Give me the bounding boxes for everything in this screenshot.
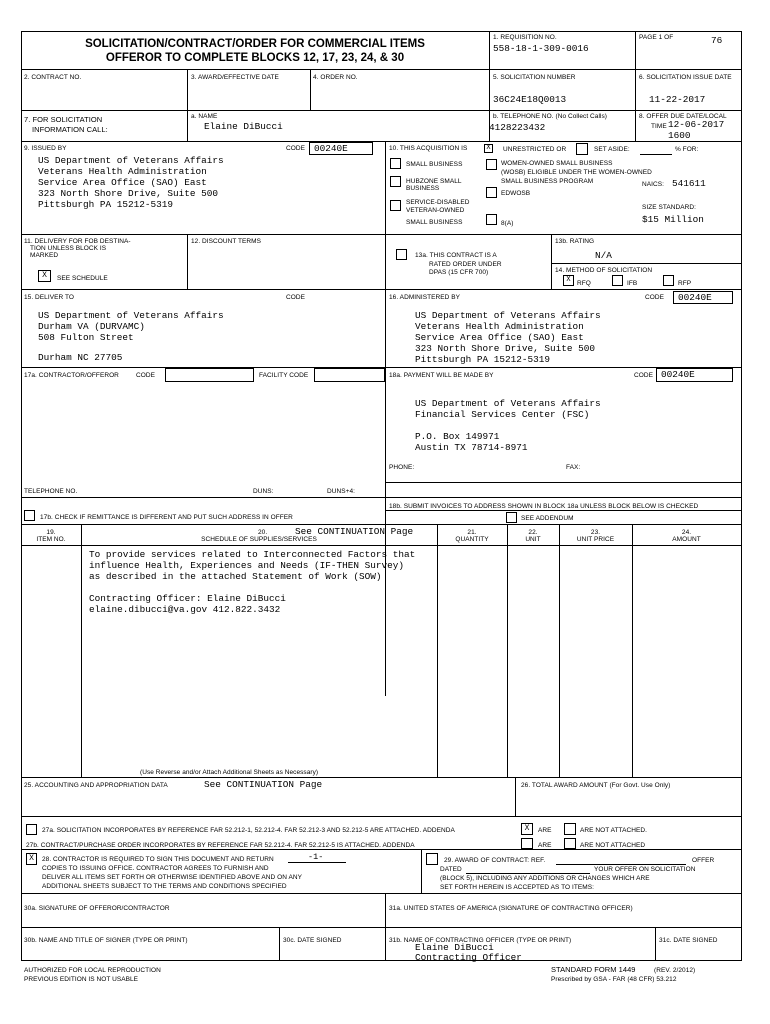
- form-number: STANDARD FORM 1449: [551, 965, 636, 974]
- payment-label: 18a. PAYMENT WILL BE MADE BY: [389, 372, 494, 379]
- award-label-1: 29. AWARD OF CONTRACT: REF.: [444, 857, 546, 864]
- deliver-to-label: 15. DELIVER TO: [24, 294, 74, 301]
- col20-number: 20.: [258, 529, 268, 536]
- small-business-label: SMALL BUSINESS: [406, 161, 463, 168]
- duns4-label: DUNS+4:: [327, 488, 355, 495]
- solicitation-incorporates-label: 27a. SOLICITATION INCORPORATES BY REFERENCE FAR 52.212-1, 52.212-4. FAR 52.212-3 AND 52.212-5 ARE ATTACHED. ADDENDA: [42, 827, 455, 834]
- remittance-checkbox[interactable]: [24, 510, 35, 521]
- ifb-label: IFB: [627, 280, 638, 287]
- sdvosb-label-2: VETERAN-OWNED: [406, 207, 465, 214]
- issued-by-line-1: US Department of Veterans Affairs: [38, 155, 224, 166]
- col23-header: UNIT PRICE: [576, 536, 615, 543]
- payment-line-1: US Department of Veterans Affairs: [415, 398, 601, 409]
- contract-no-label: 2. CONTRACT NO.: [24, 74, 82, 81]
- edwosb-label: EDWOSB: [501, 190, 531, 197]
- award-offer-label: OFFER: [692, 857, 715, 864]
- facility-code-field[interactable]: [314, 368, 385, 382]
- description-line-3: as described in the attached Statement of Work (SOW): [89, 571, 382, 582]
- delivery-label-1: 11. DELIVERY FOR FOB DESTINA-: [24, 238, 131, 245]
- payment-phone-label: PHONE:: [389, 464, 415, 471]
- co-signature-label: 31a. UNITED STATES OF AMERICA (SIGNATURE OF CONTRACTING OFFICER): [389, 905, 633, 912]
- local-reproduction-note: AUTHORIZED FOR LOCAL REPRODUCTION: [24, 967, 161, 974]
- issued-by-line-2: Veterans Health Administration: [38, 166, 207, 177]
- page-label: PAGE 1 OF: [639, 34, 674, 41]
- col19-number: 19.: [46, 529, 56, 536]
- administered-by-label: 16. ADMINISTERED BY: [389, 294, 461, 301]
- offeror-date-label: 30c. DATE SIGNED: [283, 937, 342, 944]
- addendum-label: SEE ADDENDUM: [521, 515, 574, 522]
- award-your-offer-label: YOUR OFFER ON SOLICITATION: [594, 866, 696, 873]
- administered-by-line-3: Service Area Office (SAO) East: [415, 332, 584, 343]
- issued-by-line-3: Service Area Office (SAO) East: [38, 177, 207, 188]
- deliver-to-line-2: Durham VA (DURVAMC): [38, 321, 145, 332]
- rated-order-label-3: DPAS (15 CFR 700): [429, 269, 489, 276]
- total-award-label: 26. TOTAL AWARD AMOUNT (For Govt. Use Only): [521, 782, 671, 789]
- rating-value: N/A: [595, 250, 612, 261]
- administered-by-line-2: Veterans Health Administration: [415, 321, 584, 332]
- award-date-label: 3. AWARD/EFFECTIVE DATE: [191, 74, 279, 81]
- small-business-checkbox[interactable]: [390, 158, 401, 169]
- po-addenda-are-not-checkbox[interactable]: [564, 838, 576, 849]
- info-call-label-2: INFORMATION CALL:: [32, 125, 108, 134]
- rated-order-label-2: RATED ORDER UNDER: [429, 261, 502, 268]
- page-total: 76: [711, 35, 723, 46]
- requisition-label: 1. REQUISITION NO.: [493, 34, 557, 41]
- size-standard-value: $15 Million: [642, 214, 704, 225]
- issued-by-line-4: 323 North Shore Drive, Suite 500: [38, 188, 219, 199]
- rfq-checkbox[interactable]: X: [563, 275, 574, 286]
- name-label: a. NAME: [191, 113, 218, 120]
- payment-code-value: 00240E: [661, 369, 695, 380]
- rating-label: 13b. RATING: [555, 238, 595, 245]
- eight-a-label: 8(A): [501, 220, 514, 227]
- wosb-label-3: SMALL BUSINESS PROGRAM: [501, 178, 594, 185]
- col21-header: QUANTITY: [455, 536, 489, 543]
- solicitation-date-label: 6. SOLICITATION ISSUE DATE: [639, 74, 732, 81]
- deliver-to-code-label: CODE: [286, 294, 305, 301]
- wosb-label-2: (WOSB) ELIGIBLE UNDER THE WOMEN-OWNED: [501, 169, 652, 176]
- continuation-note: See CONTINUATION Page: [295, 526, 414, 537]
- co-name-label: 31b. NAME OF CONTRACTING OFFICER (TYPE OR PRINT): [389, 937, 572, 944]
- wosb-checkbox[interactable]: [486, 159, 497, 170]
- ifb-checkbox[interactable]: [612, 275, 623, 286]
- award-label-4: SET FORTH HEREIN IS ACCEPTED AS TO ITEMS:: [440, 884, 594, 891]
- accounting-value: See CONTINUATION Page: [204, 779, 323, 790]
- rfp-checkbox[interactable]: [663, 275, 674, 286]
- payment-line-5: Austin TX 78714-8971: [415, 442, 528, 453]
- duns-label: DUNS:: [253, 488, 274, 495]
- naics-value: 541611: [672, 178, 706, 189]
- administered-by-line-1: US Department of Veterans Affairs: [415, 310, 601, 321]
- administered-by-code-value: 00240E: [678, 292, 712, 303]
- contractor-sign-label-3: DELIVER ALL ITEMS SET FORTH OR OTHERWISE IDENTIFIED ABOVE AND ON ANY: [42, 874, 302, 881]
- offer-due-label-2: TIME: [651, 123, 667, 130]
- rfp-label: RFP: [678, 280, 692, 287]
- telephone-value: 4128223432: [489, 122, 546, 133]
- sdvosb-label-1: SERVICE-DISABLED: [406, 199, 470, 206]
- hubzone-label-2: BUSINESS: [406, 185, 440, 192]
- see-schedule-checkbox[interactable]: X: [38, 270, 51, 282]
- addenda-are-checkbox[interactable]: X: [521, 823, 533, 835]
- administered-by-code-label: CODE: [645, 294, 664, 301]
- set-aside-checkbox[interactable]: [576, 143, 588, 155]
- percent-for-label: % FOR:: [675, 146, 699, 153]
- size-standard-label: SIZE STANDARD:: [642, 204, 697, 211]
- col20-header: SCHEDULE OF SUPPLIES/SERVICES: [201, 536, 317, 543]
- administered-by-line-5: Pittsburgh PA 15212-5319: [415, 354, 551, 365]
- payment-code-label: CODE: [634, 372, 653, 379]
- description-line-1: To provide services related to Interconnected Factors that: [89, 549, 416, 560]
- description-line-6: elaine.dibucci@va.gov 412.822.3432: [89, 604, 281, 615]
- telephone-label: b. TELEPHONE NO. (No Collect Calls): [493, 113, 607, 120]
- col24-number: 24.: [681, 529, 692, 536]
- hubzone-checkbox[interactable]: [390, 176, 401, 187]
- remittance-label: 17b. CHECK IF REMITTANCE IS DIFFERENT AND PUT SUCH ADDRESS IN OFFER: [40, 514, 293, 521]
- order-no-label: 4. ORDER NO.: [313, 74, 358, 81]
- facility-code-label: FACILITY CODE: [259, 372, 309, 379]
- contract-incorporates-label: 27b. CONTRACT/PURCHASE ORDER INCORPORATES BY REFERENCE FAR 52.212-4. FAR 52.212-5 IS ATTACHED. ADDENDA: [26, 842, 415, 849]
- hubzone-label-1: HUBZONE SMALL: [406, 178, 462, 185]
- issued-by-code-label: CODE: [286, 145, 305, 152]
- payment-fax-label: FAX:: [566, 464, 581, 471]
- contractor-telephone-label: TELEPHONE NO.: [24, 488, 78, 495]
- contractor-sign-checkbox[interactable]: X: [26, 853, 37, 865]
- col19-header: ITEM NO.: [36, 536, 66, 543]
- info-call-label-1: 7. FOR SOLICITATION: [24, 115, 103, 124]
- rated-order-checkbox[interactable]: [396, 249, 407, 260]
- see-schedule-label: SEE SCHEDULE: [57, 275, 108, 282]
- sdvosb-label-3: SMALL BUSINESS: [406, 219, 463, 226]
- administered-by-line-4: 323 North Shore Drive, Suite 500: [415, 343, 596, 354]
- offeror-signature-label: 30a. SIGNATURE OF OFFEROR/CONTRACTOR: [24, 905, 170, 912]
- method-label: 14. METHOD OF SOLICITATION: [555, 267, 653, 274]
- col22-header: UNIT: [525, 536, 541, 543]
- accounting-label: 25. ACCOUNTING AND APPROPRIATION DATA: [24, 782, 168, 789]
- award-checkbox[interactable]: [426, 853, 438, 865]
- offer-due-date: 12-06-2017: [668, 119, 725, 130]
- naics-label: NAICS:: [642, 181, 664, 188]
- rated-order-label-1: 13a. THIS CONTRACT IS A: [415, 252, 497, 259]
- payment-line-4: P.O. Box 149971: [415, 431, 500, 442]
- offer-due-time: 1600: [668, 130, 691, 141]
- eight-a-checkbox[interactable]: [486, 214, 497, 225]
- requisition-value: 558-18-1-309-0016: [493, 43, 589, 54]
- signer-name-label: 30b. NAME AND TITLE OF SIGNER (TYPE OR PRINT): [24, 937, 188, 944]
- unrestricted-checkbox[interactable]: X: [484, 144, 493, 153]
- solicitation-number-value: 36C24E18Q0013: [493, 94, 567, 105]
- copies-value: -1-: [308, 852, 324, 862]
- previous-edition-note: PREVIOUS EDITION IS NOT USABLE: [24, 976, 139, 983]
- set-aside-label: SET ASIDE:: [594, 146, 630, 153]
- description-line-2: influence Health, Experiences and Needs (IF-THEN Survey): [89, 560, 405, 571]
- submit-invoices-label: 18b. SUBMIT INVOICES TO ADDRESS SHOWN IN BLOCK 18a UNLESS BLOCK BELOW IS CHECKED: [389, 503, 699, 510]
- co-title-value: Contracting Officer: [415, 952, 522, 963]
- contractor-code-label: CODE: [136, 372, 155, 379]
- wosb-label-1: WOMEN-OWNED SMALL BUSINESS: [501, 160, 613, 167]
- co-name-value: Elaine DiBucci: [415, 942, 494, 953]
- deliver-to-line-1: US Department of Veterans Affairs: [38, 310, 224, 321]
- solicitation-incorporates-checkbox[interactable]: [26, 824, 37, 835]
- contractor-label: 17a. CONTRACTOR/OFFEROR: [24, 372, 119, 379]
- discount-terms-label: 12. DISCOUNT TERMS: [191, 238, 262, 245]
- co-date-label: 31c. DATE SIGNED: [659, 937, 718, 944]
- delivery-label-2: TION UNLESS BLOCK IS: [30, 245, 107, 252]
- col24-header: AMOUNT: [672, 536, 701, 543]
- award-dated-label: DATED: [440, 866, 462, 873]
- form-title-line2: OFFEROR TO COMPLETE BLOCKS 12, 17, 23, 24, & 30: [105, 52, 405, 64]
- contractor-sign-label-2: COPIES TO ISSUING OFFICE. CONTRACTOR AGREES TO FURNISH AND: [42, 865, 269, 872]
- deliver-to-line-3: 508 Fulton Street: [38, 332, 134, 343]
- addendum-checkbox[interactable]: [506, 512, 517, 523]
- issued-by-line-5: Pittsburgh PA 15212-5319: [38, 199, 174, 210]
- acquisition-label: 10. THIS ACQUISITION IS: [389, 145, 468, 152]
- issued-by-code-value: 00240E: [314, 143, 348, 154]
- issued-by-label: 9. ISSUED BY: [24, 145, 67, 152]
- edwosb-checkbox[interactable]: [486, 187, 497, 198]
- description-line-5: Contracting Officer: Elaine DiBucci: [89, 593, 286, 604]
- col22-number: 22.: [528, 529, 538, 536]
- unrestricted-label: UNRESTRICTED OR: [503, 146, 567, 153]
- addenda-are-not-checkbox[interactable]: [564, 823, 576, 835]
- sdvosb-checkbox[interactable]: [390, 200, 401, 211]
- contractor-sign-label-1: 28. CONTRACTOR IS REQUIRED TO SIGN THIS DOCUMENT AND RETURN: [42, 856, 274, 863]
- po-addenda-are-label: ARE: [538, 842, 552, 849]
- col23-number: 23.: [590, 529, 601, 536]
- rfq-label: RFQ: [577, 280, 591, 287]
- po-addenda-are-checkbox[interactable]: [521, 838, 533, 849]
- contractor-sign-label-4: ADDITIONAL SHEETS SUBJECT TO THE TERMS AND CONDITIONS SPECIFIED: [42, 883, 287, 890]
- addenda-are-label: ARE: [538, 827, 552, 834]
- col21-number: 21.: [467, 529, 477, 536]
- delivery-label-3: MARKED: [30, 252, 59, 259]
- solicitation-number-label: 5. SOLICITATION NUMBER: [493, 74, 576, 81]
- addenda-are-not-label: ARE NOT ATTACHED.: [580, 827, 647, 834]
- offer-due-label-1: 8. OFFER DUE DATE/LOCAL: [639, 113, 727, 120]
- contractor-code-field[interactable]: [165, 368, 254, 382]
- deliver-to-line-5: Durham NC 27705: [38, 352, 123, 363]
- contact-name-value: Elaine DiBucci: [204, 121, 283, 132]
- payment-line-2: Financial Services Center (FSC): [415, 409, 590, 420]
- reverse-note: (Use Reverse and/or Attach Additional Sheets as Necessary): [140, 769, 319, 776]
- award-label-3: (BLOCK 5), INCLUDING ANY ADDITIONS OR CHANGES WHICH ARE: [440, 875, 650, 882]
- form-title-line1: SOLICITATION/CONTRACT/ORDER FOR COMMERCIAL ITEMS: [85, 38, 425, 50]
- prescribed-by-note: Prescribed by GSA - FAR (48 CFR) 53.212: [551, 976, 677, 983]
- form-revision: (REV. 2/2012): [654, 967, 696, 974]
- solicitation-date-value: 11-22-2017: [649, 94, 706, 105]
- po-addenda-are-not-label: ARE NOT ATTACHED: [580, 842, 646, 849]
